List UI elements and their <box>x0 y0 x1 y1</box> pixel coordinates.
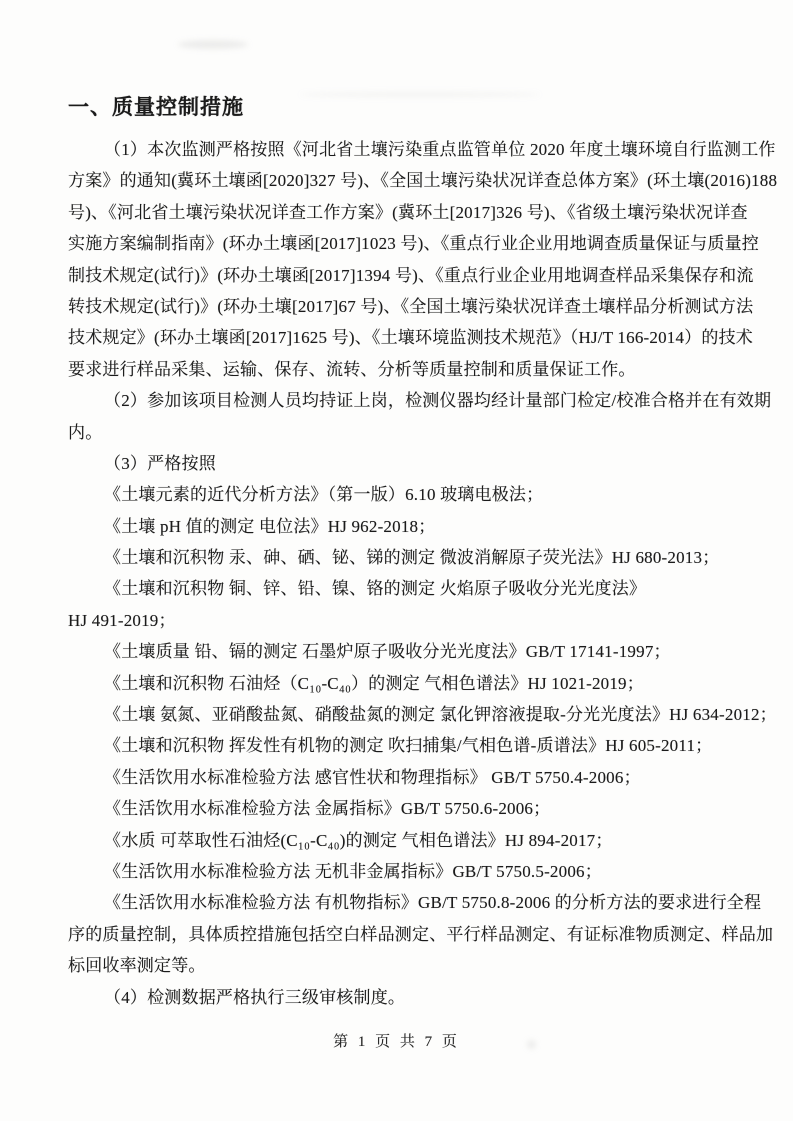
text-line: 《水质 可萃取性石油烃(C₁₀-C₄₀)的测定 气相色谱法》HJ 894-2017； <box>104 830 613 850</box>
page-number-footer: 第 1 页 共 7 页 <box>333 1034 460 1050</box>
text-line: 制技术规定(试行)》(环办土壤函[2017]1394 号)、《重点行业企业用地调查样品采集保存和流 <box>68 265 754 285</box>
text-line: 《土壤质量 铅、镉的测定 石墨炉原子吸收分光光度法》GB/T 17141-1997； <box>104 642 671 662</box>
scan-smudge <box>178 40 248 49</box>
paragraph-block <box>68 134 778 1013</box>
text-line: 《土壤和沉积物 铜、锌、铅、镍、铬的测定 火焰原子吸收分光光度法》 <box>104 579 647 599</box>
text-line: （2）参加该项目检测人员均持证上岗，检测仪器均经计量部门检定/校准合格并在有效期 <box>104 391 772 411</box>
text-line: 《生活饮用水标准检验方法 有机物指标》GB/T 5750.8-2006 的分析方法的要求进行全程 <box>104 893 762 913</box>
text-line: 序的质量控制，具体质控措施包括空白样品测定、平行样品测定、有证标准物质测定、样品加 <box>68 924 774 944</box>
text-line: 实施方案编制指南》(环办土壤函[2017]1023 号)、《重点行业企业用地调查质量保证与质量控 <box>68 234 759 254</box>
text-line: 《土壤 pH 值的测定 电位法》HJ 962-2018； <box>104 516 436 536</box>
text-line: 《生活饮用水标准检验方法 金属指标》GB/T 5750.6-2006； <box>104 799 551 819</box>
text-line: 号)、《河北省土壤污染状况详查工作方案》(冀环土[2017]326 号)、《省级土壤污染状况详查 <box>68 202 748 222</box>
text-line: 内。 <box>68 422 103 442</box>
text-line: 《土壤 氨氮、亚硝酸盐氮、硝酸盐氮的测定 氯化钾溶液提取-分光光度法》HJ 634-2012； <box>104 705 777 725</box>
text-line: （1）本次监测严格按照《河北省土壤污染重点监管单位 2020 年度土壤环境自行监测工作 <box>104 140 776 159</box>
text-line: 技术规定》(环办土壤函[2017]1625 号)、《土壤环境监测技术规范》（HJ/T 166-2014）的技术 <box>68 328 753 348</box>
text-line: HJ 491-2019； <box>68 610 176 630</box>
text-line: 《生活饮用水标准检验方法 无机非金属指标》GB/T 5750.5-2006； <box>104 861 602 881</box>
text-line: 《生活饮用水标准检验方法 感官性状和物理指标》 GB/T 5750.4-2006； <box>104 767 641 787</box>
section-heading: 一、质量控制措施 <box>68 95 244 119</box>
text-line: 要求进行样品采集、运输、保存、流转、分析等质量控制和质量保证工作。 <box>68 359 636 379</box>
text-line: 标回收率测定等。 <box>68 956 206 976</box>
text-line: （3）严格按照 <box>104 453 216 473</box>
text-line: 方案》的通知(冀环土壤函[2020]327 号)、《全国土壤污染状况详查总体方案》(环土壤(2016)188 <box>68 171 778 191</box>
document-body <box>68 94 778 1013</box>
text-line: 《土壤和沉积物 汞、砷、硒、铋、锑的测定 微波消解原子荧光法》HJ 680-2013； <box>104 548 720 568</box>
text-line: 《土壤和沉积物 挥发性有机物的测定 吹扫捕集/气相色谱-质谱法》HJ 605-2011； <box>104 736 713 756</box>
text-line: （4）检测数据严格执行三级审核制度。 <box>104 987 406 1007</box>
text-line: 《土壤和沉积物 石油烃（C₁₀-C₄₀）的测定 气相色谱法》HJ 1021-2019； <box>104 673 644 693</box>
text-line: 《土壤元素的近代分析方法》（第一版）6.10 玻璃电极法； <box>104 485 544 505</box>
text-line: 转技术规定(试行)》(环办土壤[2017]67 号)、《全国土壤污染状况详查土壤样品分析测试方法 <box>68 296 754 316</box>
